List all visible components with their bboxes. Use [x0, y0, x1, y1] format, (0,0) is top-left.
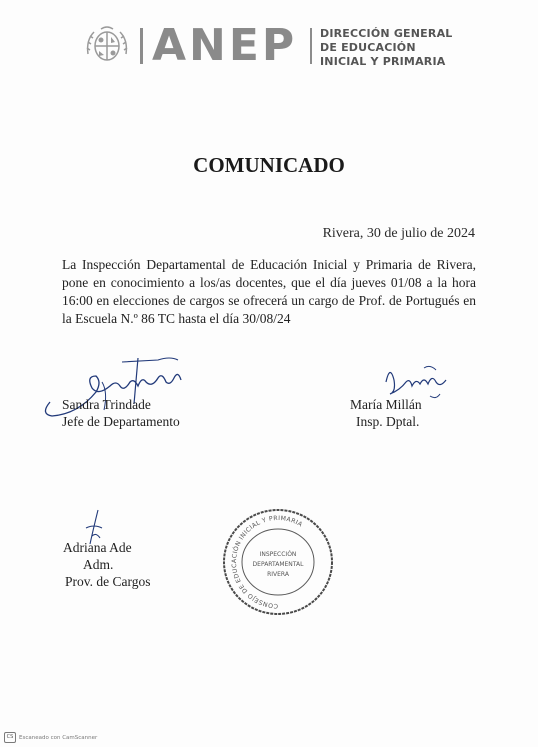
- announcement-body: La Inspección Departamental de Educación Inicial y Primaria de Rivera, pone en conocimiento a los/as docentes, que el día jueves 01/08 a la hora 16:00 en elecciones de cargos se ofrecerá un cargo de Prof. de Portugués en la Escuela N.º 86 TC hasta el día 30/08/24: [62, 257, 476, 326]
- signature-bottom: [63, 539, 151, 590]
- scanner-watermark: [4, 732, 97, 743]
- stamp-center-line: DEPARTAMENTAL: [252, 561, 304, 568]
- signer-name: Sandra Trindade: [62, 397, 151, 412]
- stamp-center-line: INSPECCIÓN: [259, 551, 297, 558]
- signer-role: Jefe de Departamento: [62, 414, 180, 429]
- direction-line: DE EDUCACIÓN: [320, 41, 416, 54]
- direction-line: INICIAL Y PRIMARIA: [320, 55, 446, 68]
- signer-name: María Millán: [350, 397, 422, 412]
- signature-right: [350, 396, 422, 430]
- scanner-text: Escaneado con CamScanner: [19, 734, 98, 741]
- stamp-center-line: RIVERA: [267, 571, 289, 578]
- header-divider: [140, 28, 143, 64]
- direction-line: DIRECCIÓN GENERAL: [320, 27, 453, 40]
- direction-name: [320, 27, 453, 69]
- stamp-ring-text: CONSEJO DE EDUCACIÓN INICIAL Y PRIMARIA: [231, 514, 304, 610]
- document-date: Rivera, 30 de julio de 2024: [322, 226, 475, 241]
- anep-logo-text: ANEP: [152, 20, 298, 71]
- signer-role: Insp. Dptal.: [356, 414, 420, 429]
- signer-name: Adriana Ade: [63, 540, 132, 555]
- coat-of-arms-icon: [84, 26, 130, 66]
- signer-role: Prov. de Cargos: [65, 574, 151, 589]
- signer-role: Adm.: [83, 557, 114, 572]
- signature-left: [62, 396, 180, 430]
- document-title: COMUNICADO: [193, 153, 345, 177]
- header-divider: [310, 28, 312, 64]
- camscanner-icon: CS: [4, 732, 16, 743]
- official-stamp: [220, 506, 336, 618]
